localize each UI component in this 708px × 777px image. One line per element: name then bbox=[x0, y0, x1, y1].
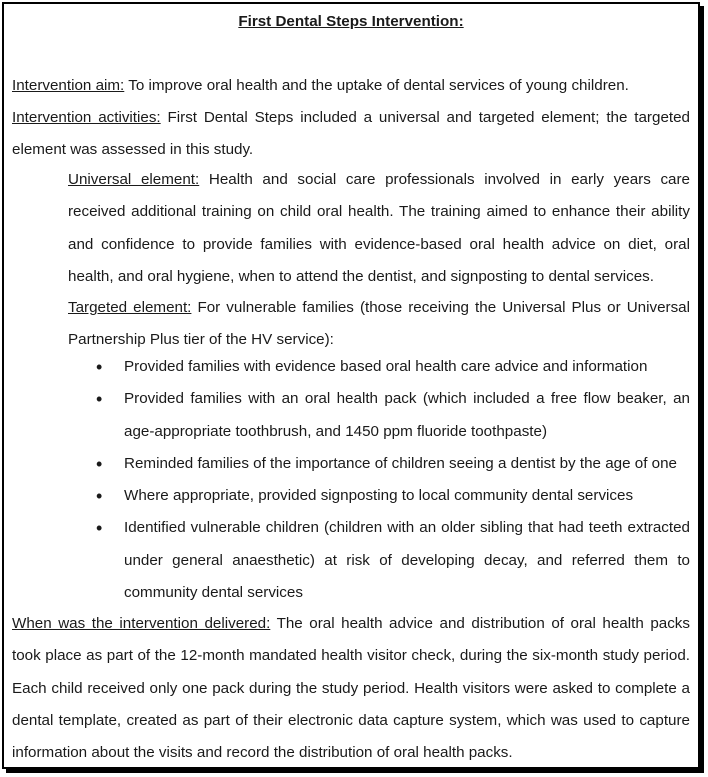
delivered-label: When was the intervention delivered: bbox=[12, 615, 271, 632]
bullet-item: • Where appropriate, provided signposting to local community dental services bbox=[68, 480, 690, 512]
universal-paragraph bbox=[68, 164, 690, 293]
intervention-box bbox=[2, 2, 700, 769]
bullet-item: • Provided families with an oral health pack (which included a free flow beaker, an age-appropriate toothbrush, and 1450 ppm fluoride toothpaste) bbox=[68, 383, 690, 448]
targeted-bullet-list bbox=[68, 351, 690, 609]
bullet-item: • Reminded families of the importance of children seeing a dentist by the age of one bbox=[68, 448, 690, 480]
activities-text: First Dental Steps included a universal and targeted element; the targeted element was assessed in this study. bbox=[12, 109, 690, 159]
delivered-paragraph bbox=[12, 608, 690, 769]
activities-paragraph bbox=[12, 102, 690, 167]
bullet-item: • Identified vulnerable children (children with an older sibling that had teeth extracted under general anaesthetic) at risk of developing decay, and referred them to community dental services bbox=[68, 512, 690, 609]
activities-label: Intervention activities: bbox=[12, 109, 161, 126]
universal-label: Universal element: bbox=[68, 171, 200, 188]
aim-paragraph bbox=[12, 70, 690, 102]
aim-label: Intervention aim: bbox=[12, 77, 125, 94]
document-title: First Dental Steps Intervention: bbox=[238, 13, 464, 30]
aim-text: To improve oral health and the uptake of dental services of young children. bbox=[124, 77, 629, 94]
universal-text: Health and social care professionals involved in early years care received additional training on child oral health. The training aimed to enhance their ability and confidence to provide families with evidence-based oral health advice on diet, oral health, and oral hygiene, when to attend the dentist, and signposting to dental services. bbox=[68, 171, 690, 285]
delivered-text: The oral health advice and distribution of oral health packs took place as part of the 12-month mandated health visitor check, during the six-month study period. Each child received only one pack during the study period. Health visitors were asked to complete a dental template, created as part of their electronic data capture system, which was used to capture information about the visits and record the distribution of oral health packs. bbox=[12, 615, 690, 762]
targeted-text: For vulnerable families (those receiving the Universal Plus or Universal Partnership Plus tier of the HV service): bbox=[68, 299, 690, 349]
targeted-paragraph bbox=[68, 292, 690, 357]
targeted-label: Targeted element: bbox=[68, 299, 192, 316]
bullet-item: • Provided families with evidence based oral health care advice and information bbox=[68, 351, 690, 383]
